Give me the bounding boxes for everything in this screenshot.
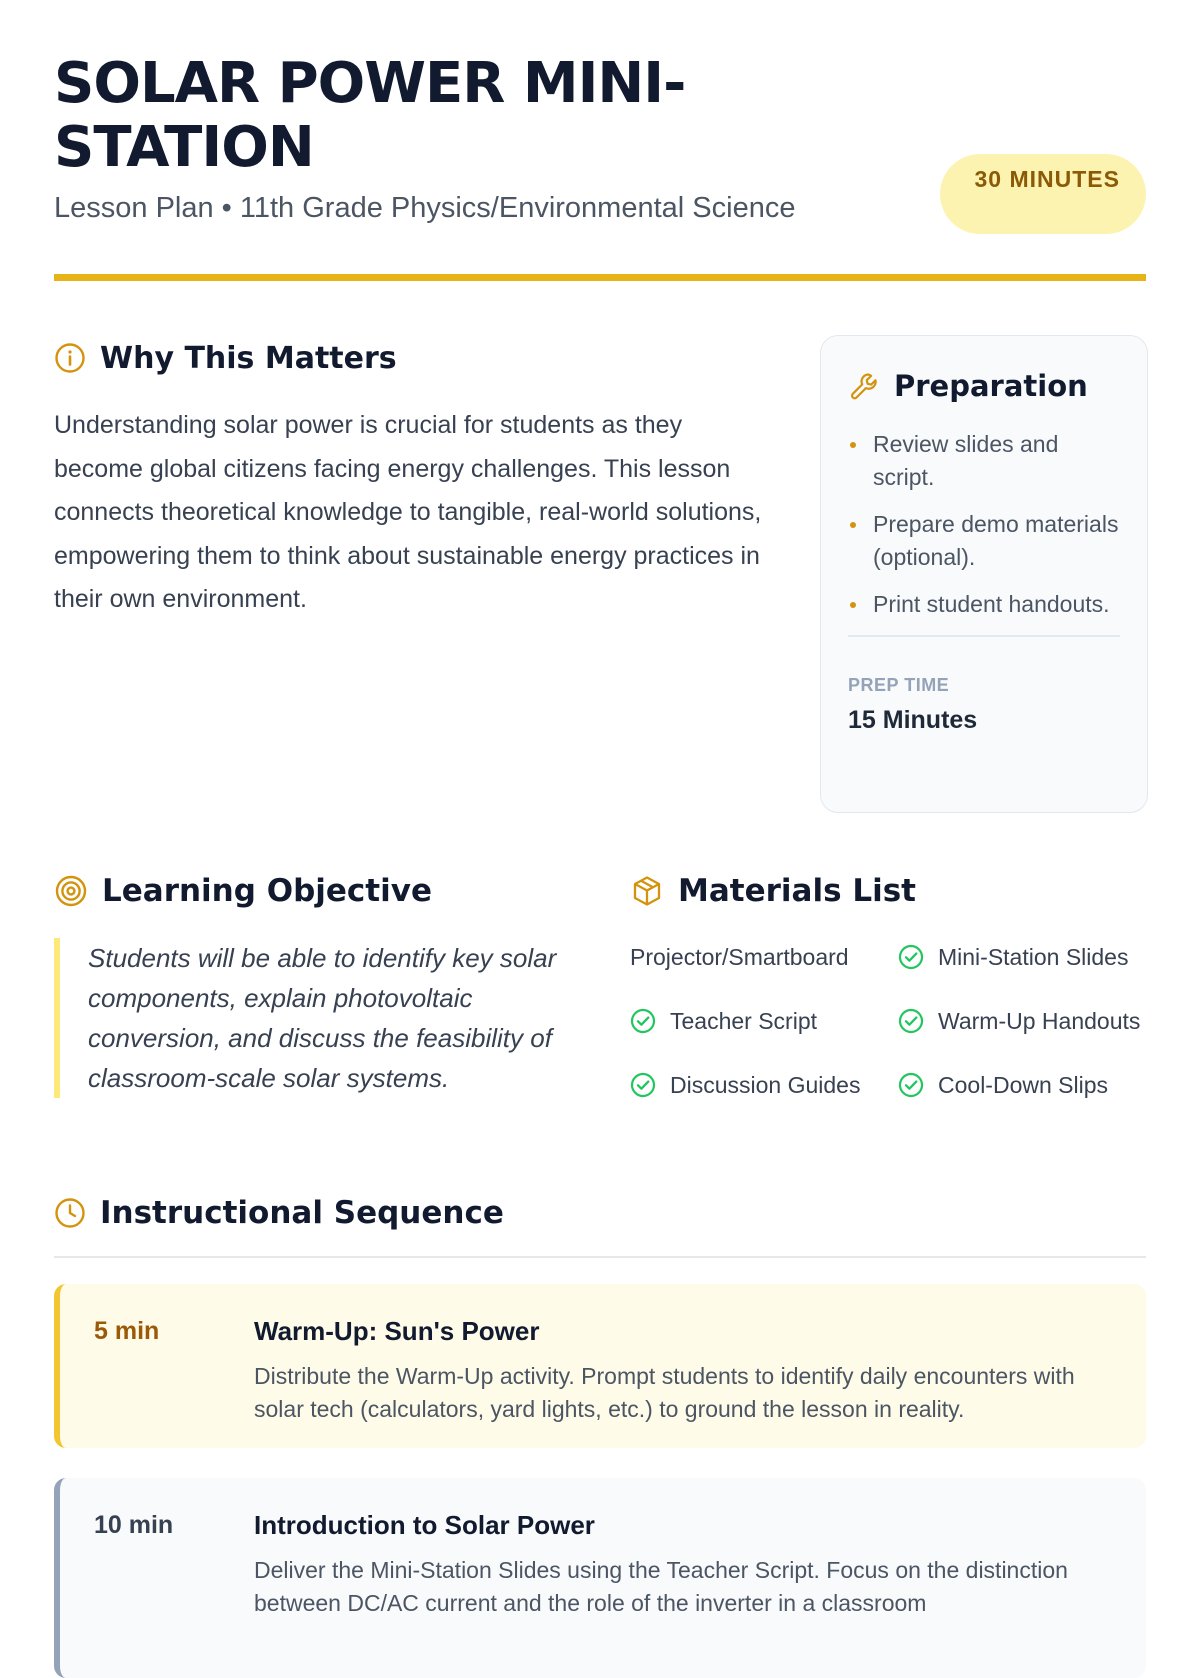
step-time: 5 min	[94, 1316, 160, 1345]
sequence-heading-text: Instructional Sequence	[100, 1195, 504, 1231]
step-content	[254, 1316, 1106, 1420]
step-title: Introduction to Solar Power	[254, 1509, 595, 1540]
check-circle-icon	[898, 1072, 924, 1098]
step-content	[254, 1510, 1106, 1650]
materials-heading	[630, 870, 1150, 912]
why-body: Understanding solar power is crucial for students as they become global citizens facing energy challenges. This lesson connects theoretical knowledge to tangible, real-world solutions, empowering them to think about sustainable energy practices in their own environment.	[54, 411, 762, 613]
preparation-divider	[848, 635, 1120, 637]
sequence-divider	[54, 1256, 1146, 1258]
preparation-item: Print student handouts.	[848, 588, 1120, 621]
step-title: Warm-Up: Sun's Power	[254, 1315, 540, 1346]
material-label: Discussion Guides	[670, 1071, 861, 1098]
material-label: Teacher Script	[670, 1007, 818, 1034]
preparation-item: Prepare demo materials (optional).	[848, 508, 1120, 574]
page-subtitle: Lesson Plan • 11th Grade Physics/Environmental Science	[54, 192, 796, 224]
check-circle-icon	[898, 1008, 924, 1034]
preparation-card	[820, 335, 1148, 813]
info-icon	[54, 342, 86, 374]
preparation-item: Review slides and script.	[848, 428, 1120, 494]
target-icon	[54, 874, 88, 908]
preparation-list	[848, 428, 1120, 621]
material-label: Mini-Station Slides	[938, 943, 1129, 970]
check-circle-icon	[630, 1008, 656, 1034]
step-description: Deliver the Mini-Station Slides using the Teacher Script. Focus on the distinction between DC/AC current and the role of the inverter in a classroom	[254, 1556, 1068, 1616]
material-item	[630, 1060, 898, 1110]
objective-heading	[54, 870, 594, 912]
material-item	[898, 1060, 1150, 1110]
step-time: 10 min	[94, 1510, 174, 1539]
sequence-section	[54, 1192, 1146, 1678]
sequence-step	[54, 1478, 1146, 1678]
box-icon	[630, 874, 664, 908]
material-label: Projector/Smartboard	[630, 943, 849, 970]
header-divider	[54, 274, 1146, 281]
materials-section	[630, 870, 1150, 1110]
step-description: Distribute the Warm-Up activity. Prompt students to identify daily encounters with solar tech (calculators, yard lights, etc.) to ground the lesson in reality.	[254, 1362, 1075, 1422]
material-item	[630, 932, 898, 982]
sequence-step	[54, 1284, 1146, 1448]
objective-heading-text: Learning Objective	[102, 873, 432, 909]
check-circle-icon	[898, 944, 924, 970]
duration-badge: 30 MINUTES	[940, 154, 1146, 234]
why-heading-text: Why This Matters	[100, 340, 397, 376]
preparation-heading-text: Preparation	[894, 369, 1088, 403]
why-section	[54, 338, 774, 622]
material-item	[898, 932, 1150, 982]
prep-time-value: 15 Minutes	[848, 705, 978, 734]
check-circle-icon	[630, 1072, 656, 1098]
material-item	[898, 996, 1150, 1046]
page-title: SOLAR POWER MINI-STATION	[54, 51, 686, 180]
materials-grid	[630, 932, 1150, 1110]
preparation-heading	[848, 366, 1120, 406]
header	[54, 52, 1146, 280]
material-item	[630, 996, 898, 1046]
objective-section	[54, 870, 594, 1098]
objective-text: Students will be able to identify key solar components, explain photovoltaic conversion, and discuss the feasibility of classroom-scale solar systems.	[54, 938, 594, 1098]
materials-heading-text: Materials List	[678, 873, 916, 909]
sequence-heading	[54, 1192, 1146, 1234]
why-heading	[54, 338, 774, 378]
material-label: Warm-Up Handouts	[938, 1007, 1141, 1034]
clock-icon	[54, 1197, 86, 1229]
prep-time-label: PREP TIME	[848, 674, 950, 695]
wrench-icon	[848, 370, 880, 402]
material-label: Cool-Down Slips	[938, 1071, 1109, 1098]
